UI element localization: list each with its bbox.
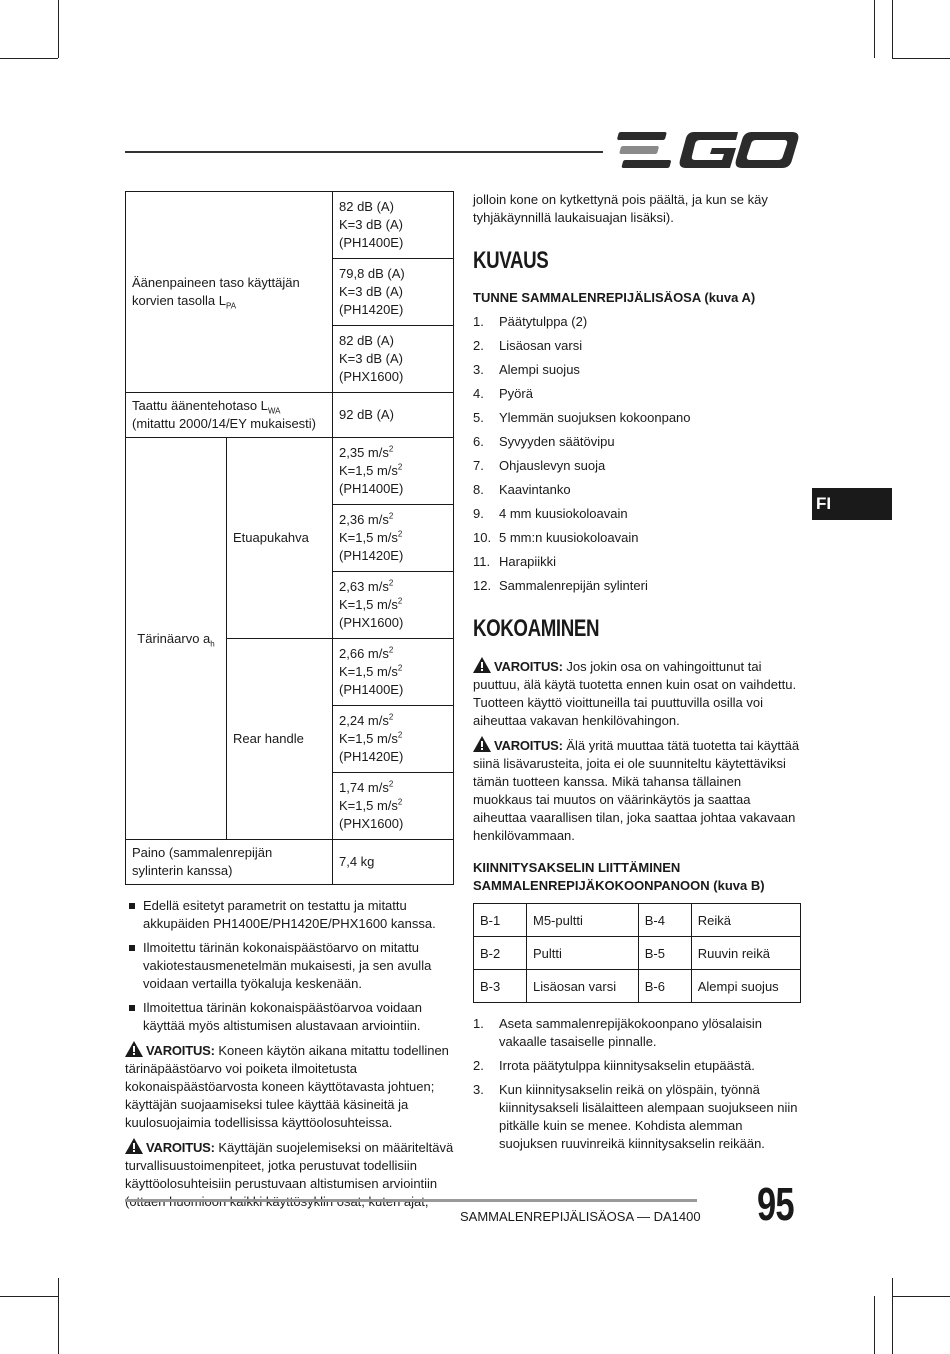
part-name: M5-pultti	[527, 904, 639, 937]
footer-title: SAMMALENREPIJÄLISÄOSA — DA1400	[460, 1209, 701, 1224]
list-item: 11. Harapiikki	[473, 554, 557, 569]
crop-mark	[0, 58, 58, 59]
list-item: 2. Irrota päätytulppa kiinnitysakselin etupäästä.	[473, 1058, 755, 1073]
continuation-text: jolloin kone on kytkettynä pois päältä, ja kun se käy tyhjäkäynnillä laukaisuajan lisäksi).	[473, 192, 768, 225]
list-item: Edellä esitetyt parametrit on testattu ja mitattu akkupäiden PH1400E/PH1420E/PHX1600 kanssa.	[125, 897, 455, 933]
list-item: 12. Sammalenrepijän sylinteri	[473, 578, 648, 593]
list-item: Ilmoitettu tärinän kokonaispäästöarvo on mitattu vakiotestausmenetelmän mukaisesti, ja sen avulla voidaan vertailla työkaluja keskenään.	[125, 939, 455, 993]
crop-mark	[874, 1296, 875, 1354]
vibration-label: Tärinäarvo $a_h$	[126, 438, 227, 840]
section-subtitle: TUNNE SAMMALENREPIJÄLISÄOSA (kuva A)	[473, 290, 756, 305]
section-title-kuvaus: KUVAUS	[473, 247, 549, 274]
part-code: B-5	[638, 937, 691, 970]
warning-icon	[125, 1138, 143, 1154]
part-name: Pultti	[527, 937, 639, 970]
list-item: 9. 4 mm kuusiokoloavain	[473, 506, 628, 521]
warning-paragraph: VAROITUS: Koneen käytön aikana mitattu todellinen tärinäpäästöarvo voi poiketa ilmoitetusta kokonaispäästöarvosta koneen käyttötavasta johtuen; käyttäjän suojaamiseksi tulee käyttää käsineitä ja kuulosuojaimia todellisissa käyttöolosuhteissa.	[125, 1043, 449, 1130]
spec-value: 82 dB (A) K=3 dB (A) (PHX1600)	[333, 326, 454, 393]
list-item: 6. Syvyyden säätövipu	[473, 434, 615, 449]
page-number: 95	[757, 1178, 794, 1230]
sound-power-label: Taattu äänentehotaso $L_{WA}$ (mitattu 2000/14/EY mukaisesti)	[126, 393, 333, 438]
bullet-icon	[129, 903, 135, 909]
list-item: 3. Kun kiinnitysakselin reikä on ylöspäin, työnnä kiinnitysakseli lisälaitteen alempaan suojukseen niin pitkälle kuin se menee. Kohdista alemman suojuksen ruuvinreikä kiinnitysakselin reikään.	[473, 1082, 798, 1151]
bullet-icon	[129, 945, 135, 951]
header-rule	[125, 151, 603, 153]
crop-mark	[58, 1278, 59, 1354]
spec-table	[125, 191, 454, 885]
parts-list	[473, 313, 803, 595]
spec-value: 2,35 $m/s^2$ K=1,5 $m/s^2$ (PH1400E)	[333, 438, 454, 505]
parts-table	[473, 903, 801, 1003]
warning-icon	[473, 657, 491, 673]
list-item: 8. Kaavintanko	[473, 482, 571, 497]
list-item: 4. Pyörä	[473, 386, 533, 401]
weight-label: Paino (sammalenrepijän sylinterin kanssa)	[126, 840, 333, 885]
list-item: 7. Ohjauslevyn suoja	[473, 458, 606, 473]
crop-mark	[892, 58, 950, 59]
warning-paragraph: VAROITUS: Älä yritä muuttaa tätä tuotetta tai käyttää siinä lisävarusteita, joita ei ole suunniteltu käytettäviksi tämän tuotteen kanssa. Mikä tahansa tällainen muokkaus tai muutos on väärinkäytös ja saattaa aiheuttaa vaarallisen tilan, joka saattaa johtaa vakavaan henkilövammaan.	[473, 738, 800, 843]
warning-paragraph: VAROITUS: Käyttäjän suojelemiseksi on määriteltävä turvallisuustoimenpiteet, jotka perustuvat todellisiin käyttöolosuhteisiin perustuvaan altistumisen arviointiin	[125, 1140, 454, 1191]
crop-mark	[874, 0, 875, 58]
front-handle-label: Etuapukahva	[227, 438, 333, 639]
list-item: 5. Ylemmän suojuksen kokoonpano	[473, 410, 691, 425]
spec-value: 92 dB (A)	[333, 393, 454, 438]
spec-value: 2,63 $m/s^2$ K=1,5 $m/s^2$ (PHX1600)	[333, 572, 454, 639]
part-code: B-4	[638, 904, 691, 937]
rear-handle-label: Rear handle	[227, 639, 333, 840]
part-code: B-1	[474, 904, 527, 937]
right-column	[473, 191, 803, 1159]
language-tab: FI	[812, 488, 892, 520]
spec-value: 7,4 kg	[333, 840, 454, 885]
spec-value: 82 dB (A) K=3 dB (A) (PH1400E)	[333, 192, 454, 259]
part-name: Reikä	[691, 904, 800, 937]
noise-pressure-label: Äänenpaineen taso käyttäjän korvien tasolla $L_{PA}$	[126, 192, 333, 393]
notes-list	[125, 897, 455, 1035]
spec-value: 79,8 dB (A) K=3 dB (A) (PH1420E)	[333, 259, 454, 326]
crop-mark	[892, 0, 893, 58]
crop-mark	[892, 1296, 950, 1297]
footer-rule	[125, 1199, 697, 1202]
warning-icon	[125, 1041, 143, 1057]
spec-value: 2,66 $m/s^2$ K=1,5 $m/s^2$ (PH1400E)	[333, 639, 454, 706]
warning-paragraph: VAROITUS: Jos jokin osa on vahingoittunut tai puuttuu, älä käytä tuotetta ennen kuin osat on vaihdettu. Tuotteen käyttö vioittuneilla tai puuttuvilla osilla voi aiheuttaa vakavan henkilövahingon.	[473, 659, 797, 728]
list-item: 10. 5 mm:n kuusiokoloavain	[473, 530, 639, 545]
list-item: Ilmoitettua tärinän kokonaispäästöarvoa voidaan käyttää myös altistumisen alustavaan arviointiin.	[125, 999, 455, 1035]
part-name: Alempi suojus	[691, 970, 800, 1003]
left-column	[125, 191, 455, 1217]
section-subtitle: KIINNITYSAKSELIN LIITTÄMINEN SAMMALENREPIJÄKOKOONPANOON (kuva B)	[473, 860, 765, 893]
part-name: Ruuvin reikä	[691, 937, 800, 970]
part-code: B-2	[474, 937, 527, 970]
list-item: 1. Aseta sammalenrepijäkokoonpano ylösalaisin vakaalle tasaiselle pinnalle.	[473, 1016, 763, 1049]
part-name: Lisäosan varsi	[527, 970, 639, 1003]
spec-value: 1,74 $m/s^2$ K=1,5 $m/s^2$ (PHX1600)	[333, 773, 454, 840]
part-code: B-3	[474, 970, 527, 1003]
table-row	[474, 937, 801, 970]
spec-value: 2,36 $m/s^2$ K=1,5 $m/s^2$ (PH1420E)	[333, 505, 454, 572]
crop-mark	[58, 0, 59, 58]
steps-list	[473, 1015, 803, 1153]
warning-icon	[473, 736, 491, 752]
table-row	[474, 904, 801, 937]
part-code: B-6	[638, 970, 691, 1003]
crop-mark	[0, 1296, 58, 1297]
list-item: 3. Alempi suojus	[473, 362, 580, 377]
table-row	[474, 970, 801, 1003]
spec-value: 2,24 $m/s^2$ K=1,5 $m/s^2$ (PH1420E)	[333, 706, 454, 773]
ego-logo	[616, 128, 800, 172]
list-item: 1. Päätytulppa (2)	[473, 314, 588, 329]
bullet-icon	[129, 1005, 135, 1011]
list-item: 2. Lisäosan varsi	[473, 338, 583, 353]
crop-mark	[892, 1278, 893, 1354]
section-title-kokoaminen: KOKOAMINEN	[473, 615, 600, 642]
